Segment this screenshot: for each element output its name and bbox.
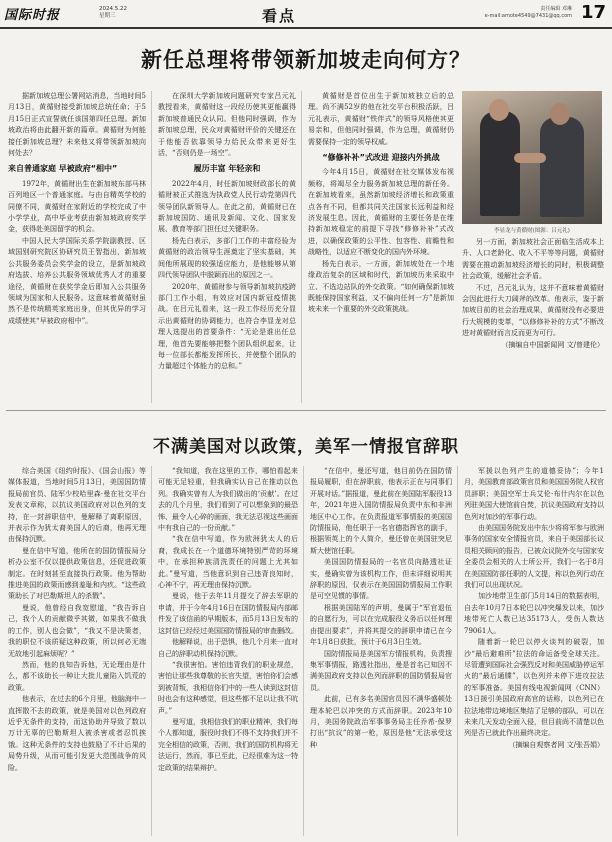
article2-paragraph: 根据美国陆军的声明，曼属于“军官退伍的自愿行为，可以在完成服役义务后以任何理由提出要求”，并将其提交的辞职申请已在今年1月8日获批，预计于6月3日生效。	[310, 603, 452, 647]
article2-paragraph: 加沙地带卫生部门5月14日的数据表明，自去年10月7日本轮巴以冲突爆发以来，加沙地带死亡人数已达35173人，受伤人数达79061人。	[464, 592, 604, 635]
article1-intro: 据新加坡总理公署网站消息，当地时间5月13日，黄循财接受新加坡总统任命；于5月15日正式宣誓就任该国第四任总理。新加坡政治将由此翻开新的篇章。黄循财为何能接任新加坡总理？未来他又将带领新加坡向何处去？	[8, 92, 146, 158]
column-divider	[303, 466, 304, 836]
article2-paragraph: 综合美国《纽约时报》、《国会山报》等媒体报道，当地时间5月13日，美国国防情报局前官员、陆军少校哈里森·曼在社交平台发表文章称，以抗议美国政府对以色列的支持，在一封辞职信中，曼解释了离职原因，并表示作为犹太裔美国人的后裔，他再无理由保持沉默。	[8, 467, 146, 544]
section-title: 看点	[262, 7, 297, 25]
article2-paragraph: 他表示，在过去的6个月里，他脑海中一直挥散不去的政策，就是美国对以色列政府近乎无条件的支持，而这协助并导致了数以万计无辜的巴勒斯坦人被杀害或者忍饥挨饿。这种无条件的支持也鼓励了不计后果的局势升级，从而可能引发更大范围战争的风险。	[8, 695, 146, 772]
article2-column-2	[158, 466, 298, 836]
article2-paragraph: 军援以色列产生的道德妥协”；今年1月，美国教育部政策官员和美国国务院人权官员辞职；美国空军士兵艾伦·布什内尔在以色列驻美国大使馆前自焚，抗议美国政府支持以色列对加沙的军事行动。	[464, 467, 604, 521]
article2-paragraph: 由美国国务院发出中东少将将军参与欧洲事务的国家安全情报官员，来自于美国部长议员相关顾问的报告，已被众议院外交与国家安全委员会相关的人士所公开，我们一名于8月在美国国防部任职的人文提，称以色列行动在我们可以出现状况。	[464, 524, 604, 590]
news-photo	[462, 91, 602, 224]
column-divider	[151, 466, 152, 836]
article1-column-2	[158, 91, 296, 403]
article2-paragraph: 曼说，他曾经自我宽慰道，“我告诉自己，我个人的贡献微乎其微，如果我不做我的工作，别人也会做”，“我又不是决策者，我的职位不该质疑这种政策，所以何必无端无故地引起麻烦呢？”	[8, 603, 146, 658]
article2-paragraph: 然而，他的良知告诉他，无论理由是什么，都不该助长一种让大批儿童陷入饥荒的政策。	[8, 660, 146, 692]
article-divider	[6, 410, 606, 411]
photo-handshake	[514, 153, 546, 163]
newspaper-logo: 国际时报	[4, 8, 61, 23]
issue-weekday: 星期三	[99, 13, 116, 19]
article2-paragraph: “在信中，曼还写道，他目前仍在国防情报局履职，但在辞职前，他表示正在与同事们开展对话。”据报道，曼此前在美国陆军服役13年，2021年进入国防情报局负责中东和非洲地区中心工作。在负责报道军事情报的美国国防情报局，他任职于一名官德指挥官的副手，根据领英上的个人简介，曼还曾在美国驻突尼斯大使馆任职。	[310, 467, 452, 555]
article1-paragraph: 2022年4月，时任新加坡财政部长的黄循财被正式推选为执政党人民行动党第四代领导团队新领导人。在此之前，黄循财已在新加坡国防、通讯及新闻、文化、国家发展、教育等部门担任过关键职务。	[158, 179, 296, 234]
article2-paragraph: 随着新一轮巴以停火谈判的破裂，加沙“最后避难所”拉法的命运备受全球关注。尽管遭到国际社会强烈反对和美国威胁停运军火的“最后通牒”，以色列并未停下进攻拉法的军事准备。美国有线电视新闻网（CNN）13日援引美国政府高官的话称，以色列已在拉法地带边境地区集结了足够的部队，可以在未来几天发动全面入侵，但目前尚不清楚以色列是否已就此作出最终决定。	[464, 638, 604, 738]
article1-subhead-3: “修修补补”式改进 迎接内外挑战	[322, 153, 440, 163]
photo-head-right	[550, 103, 570, 125]
article2-paragraph: 曼写道，我相信我们的职业精神，我们每个人都知道，服役时我们不得不支持我们并不完全相信的政策，否则，我们的国防机构将无法运行，然而，事已至此，已经很难为这一特定政策的结果辩护。	[158, 717, 298, 772]
article1-paragraph: 另一方面，新加坡社会正面临生活成本上升、人口老龄化、收入不平等等问题，黄循财需要在推动新加坡经济增长的同时，积极调整社会政策，缓解社会矛盾。	[462, 238, 604, 281]
article2-column-3	[310, 466, 452, 836]
issue-date-text: 2024.5.22	[99, 6, 127, 12]
article1-headline: 新任总理将带领新加坡走向何方？	[141, 48, 471, 72]
article1-paragraph: 不过，吕元礼认为，这并不意味着黄循财会因此进行大刀阔斧的改革。他表示，鉴于新加坡目前的社会治理成果，黄循财没有必要进行大规模的变革，“以修修补补的方式”不断改进对黄循财而言反而更为可行。	[462, 283, 604, 338]
article1-paragraph: 中国人民大学国际关系学院副教授、区域国别研究院区协研究员王智指出，新加坡公共服务委员会奖学金的设立，是新加坡政府选拔、培养公共服务领域优秀人才的重要途径，黄循财在获奖学金后即加入公共服务领域为国家和人民服务。这意味着黄循财虽然不是传统精英家庭出身，但其优异的学习成绩使其“早被政府相中”。	[8, 236, 146, 325]
article2-paragraph: 此前，已有多名美国官员因不满华盛顿处理本轮巴以冲突的方式而辞职。2023年10月，美国务院政治军事事务局主任乔希·保罗打出“抗议”的第一枪，原因是他“无法承受这种	[310, 695, 452, 749]
masthead	[0, 0, 612, 28]
article1-subhead-2: 履历丰富 年轻亲和	[193, 164, 261, 174]
article2-headline: 不满美国对以政策，美军一情报官辞职	[153, 437, 459, 457]
photo-caption: 李显龙与黄循财(图源：吕元礼)	[494, 228, 570, 234]
article1-byline: （摘编自中国新闻网 文/曾建伦）	[501, 340, 604, 349]
article2-paragraph: “我很害怕。害怕违背我们的职业规范，害怕让那些我尊敬的长官失望，害怕你们会感到被背叛，我相信你们中的一些人读到这封信时也会有这种感觉，但这些都不足以让我不吭声。”	[158, 660, 298, 715]
column-divider	[151, 91, 152, 403]
photo-person-right	[540, 117, 584, 217]
article1-paragraph: 黄循财是首位出生于新加坡独立后的总理。尚不满52岁的他在社交平台积极活跃，吕元礼表示，黄循财“铁伴式”的领导风格使其更易亲和，但他同时强调，作为总理，黄循财仍需要保持一定的领导权威。	[308, 92, 454, 146]
article1-paragraph: 在深圳大学新加坡问题研究专家吕元礼教授看来，黄循财这一段经历使其更能赢得新加坡普通民众认同。但他同时强调，作为新加坡总理，民众对黄循财评价的关键还在于他能否依靠领导力给民众带来更好生活，“否则仍是一场空”。	[158, 92, 296, 158]
masthead-divider	[0, 27, 612, 29]
article1-subhead-1: 来自普通家庭 早被政府“相中”	[8, 164, 118, 174]
editor-email: e-mail:amote4549@7431@qq.com	[484, 13, 572, 19]
photo-person-left	[480, 111, 520, 216]
editor-name: 责任编辑 邓琳	[540, 6, 572, 12]
article2-column-1	[8, 466, 146, 836]
article1-paragraph: 今年4月15日，黄循财在社交媒体发布视频称，将竭尽全力服务新加坡总理的新任务。在新加坡看来，虽然新加坡经济增长和政策重点各有不同，但都共同关注国家长远利益和经济发展生息。因此，黄循财的主要任务是在维持新加坡稳定的前提下寻找“修修补补”式改进，以确保政策的公平性、包容性、前瞻性和战略性，以适应不断变化的国内外环境。	[308, 168, 454, 257]
issue-date	[99, 6, 127, 20]
photo-head-left	[489, 99, 509, 121]
column-divider	[301, 91, 302, 403]
article1-column-4	[462, 237, 604, 403]
article1-paragraph: 杨先白表示，一方面，新加坡处在一个地缘政治复杂的区域和时代，新加坡历来采取中立、不选边站队的外交政策。“如何确保新加坡既能保持国家利益，又不偏向任何一方”是新加坡未来一个重要的外交政策挑战。	[308, 259, 454, 314]
article2-paragraph: 美国国防情报局的一名官员向路透社证实，曼确实曾为该机构工作，但未详细说明其辞职的原因，仅表示在美国国防情报局工作职是可空见惯的事情。	[310, 558, 452, 601]
article1-paragraph: 1972年，黄循财出生在新加坡东部马林百列地区一个普通家庭。与由自精英学校的同僚不同，黄循财在家附近的学校完成了中小学学业，高中毕业考获由新加坡政府奖学金，获得赴美国留学的机会。	[8, 179, 146, 234]
article2-paragraph: 曼说，他于去年11月提交了辞去军职的申请，并于今年4月16日在国防情报局内部邮件发了该信函的早期版本，而5月13日发布的这封信已经经过美国国防情报局的审查删改。	[158, 592, 298, 635]
column-divider	[457, 466, 458, 836]
article2-column-4	[464, 466, 604, 836]
article1-column-1	[8, 91, 146, 403]
article2-byline: （摘编自观察者网 文/张吾娟）	[508, 740, 604, 749]
article2-paragraph: 曼在信中写道，他所在的国防情报局分析办公室不仅以提供政策信息，还促进政策制定。在时刻甚至直接执行政策。他为帮助推进美国的政策而感到羞耻和内疚。“这些政策助长了对巴勒斯坦人的杀戮”。	[8, 546, 146, 601]
article2-paragraph: 国防情报局是美国军方情报机构，负责搜集军事情报，路透社指出，曼是首名已知因不满美国政府支持以色列而辞职的国防情报局官员。	[310, 649, 452, 692]
article2-paragraph: “我知道，我在这里的工作，哪怕看起来可能无足轻重，但我确实认自己在推动以色列。我确实曾有人为我们做出的‘贡献’。在过去的几个月里，我们看到了可以想象到的最恐怖、最令人心碎的画面，我无法忍视这些画面中有我自己的一份贡献。”	[158, 467, 298, 533]
article2-paragraph: 他解释说，出于恐惧，他几个月来一直对自己的辞职动机保持沉默。	[158, 638, 298, 658]
article1-paragraph: 杨先白表示，多部门工作的丰富经验为黄循财的政治领导生涯奠定了坚实基础，其间他所展现的较强适应能力，是他能够从第四代领导团队中脱颖而出的原因之一。	[158, 236, 296, 280]
article2-paragraph: “我在信中写道，作为欧洲犹太人的后裔，我成长在一个道德环境特别严苛的环境中，在承担种族清洗责任的问题上尤其如此。”曼写道，当他意识到自己违背良知时，心神不宁，再无理由保持沉默。	[158, 535, 298, 590]
editor-info	[485, 6, 572, 20]
page-number: 17	[580, 2, 606, 23]
article1-paragraph: 2020年，黄循财参与领导新加坡抗疫跨部门工作小组，有效应对国内新冠疫情挑战。在吕元礼看来，这一段工作经历充分显示出黄循财的协调能力，也符合李显龙对总理人选提出的首要条件：“无论是谁出任总理，他首先要能够把整个团队组织起来，让每一位部长都能发挥所长，并使整个团队的力量超过个体能力的总和。”	[158, 282, 296, 371]
article1-column-3	[308, 91, 454, 403]
